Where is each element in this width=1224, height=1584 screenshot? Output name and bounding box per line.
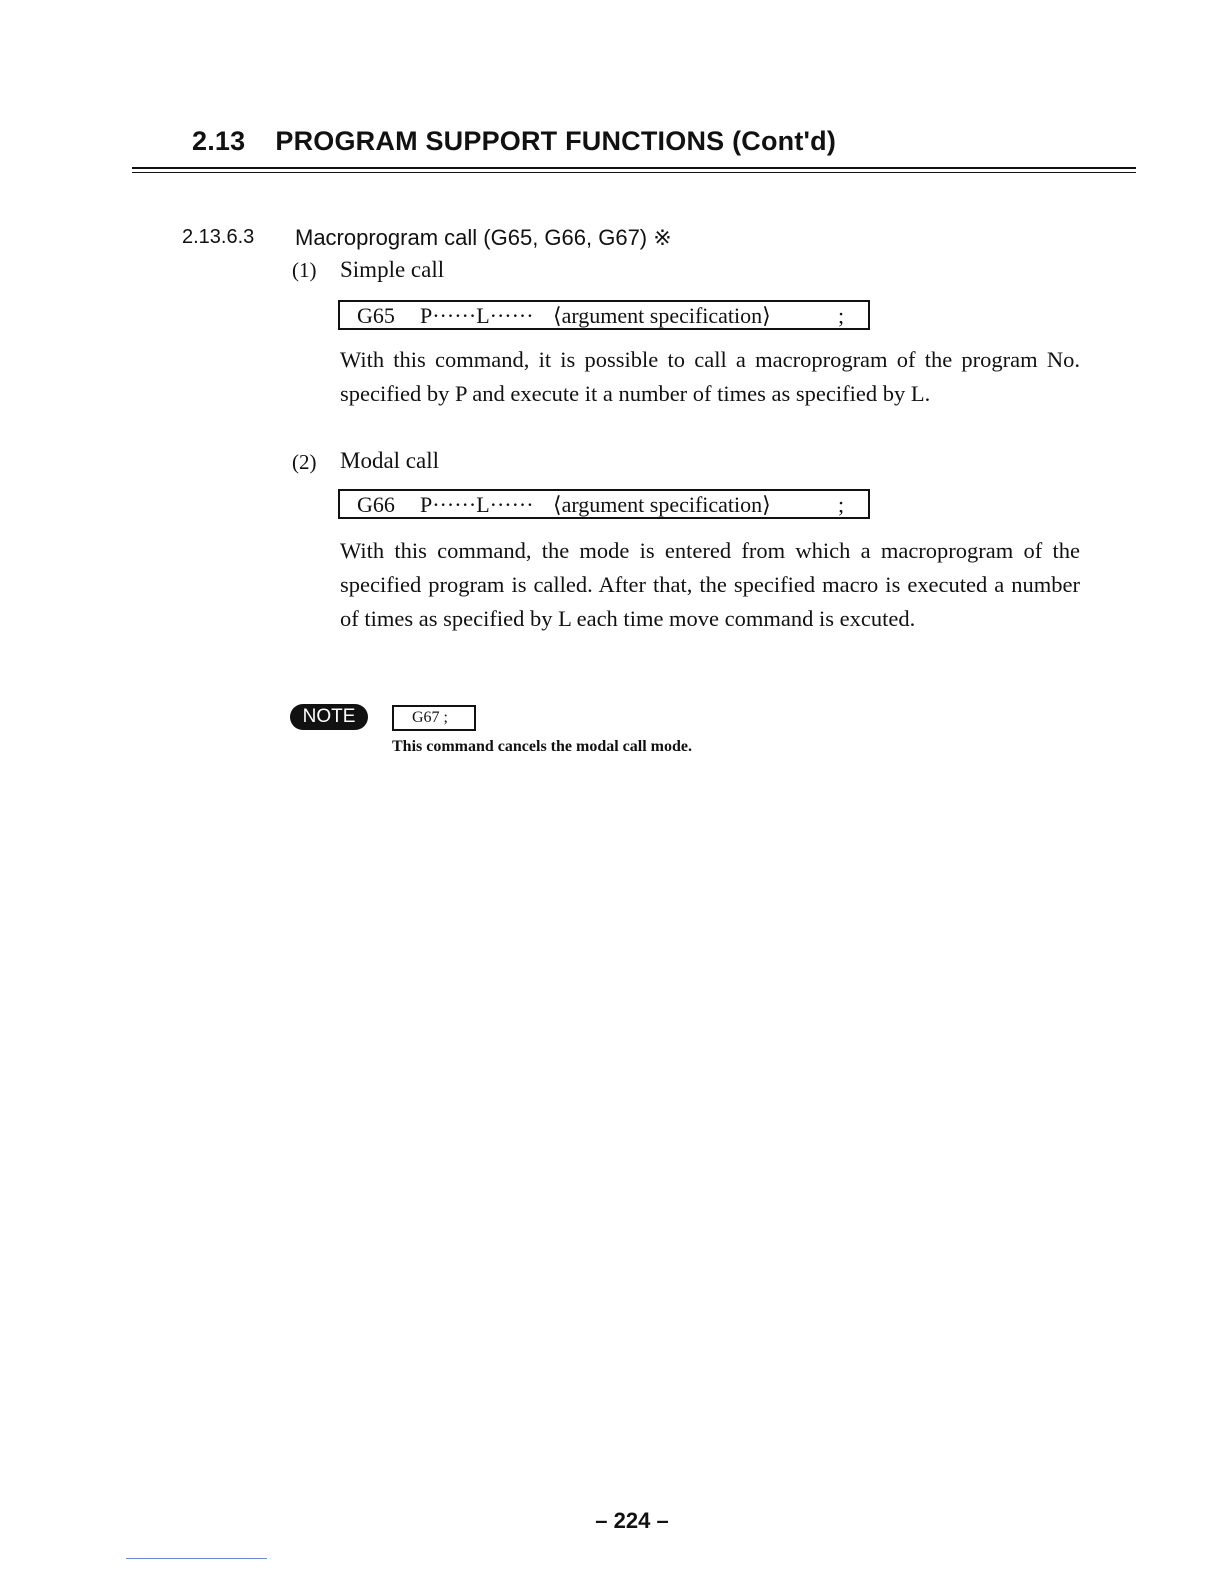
header-title: PROGRAM SUPPORT FUNCTIONS (Cont'd) (275, 126, 837, 156)
description-modal-call: With this command, the mode is entered from which a macroprogram of the specified program is called. After that, the specified macro is executed a number of times as specified by L each time move command is excuted. (340, 538, 1080, 631)
command-argument: ⟨argument specification⟩ (553, 303, 771, 328)
section-title: Macroprogram call (G65, G66, G67) ※ (295, 225, 672, 250)
description-simple-call: With this command, it is possible to call a macroprogram of the program No. specified by P and execute it a number of times as specified by L. (340, 347, 1080, 406)
item-number-simple-call: (1) (292, 258, 317, 282)
section-number: 2.13.6.3 (182, 226, 255, 248)
command-box-g65 (338, 300, 870, 330)
command-box-g66 (338, 489, 870, 519)
note-command-box: G67 ; (392, 705, 476, 731)
page-number: – 224 – (595, 1508, 669, 1533)
command-params: P······L······ (420, 303, 534, 328)
command-code: G66 (357, 492, 395, 517)
command-code: G65 (357, 303, 395, 328)
header-section-number: 2.13 (192, 126, 246, 156)
command-terminator: ; (838, 492, 845, 517)
footer-line (126, 1558, 267, 1559)
item-number-modal-call: (2) (292, 450, 317, 474)
header-rule (132, 167, 1136, 169)
header-rule-thin (132, 172, 1136, 173)
note-badge: NOTE (290, 704, 368, 730)
command-argument: ⟨argument specification⟩ (553, 492, 771, 517)
note-text: This command cancels the modal call mode. (392, 738, 692, 755)
command-terminator: ; (838, 303, 845, 328)
page-header (192, 126, 836, 157)
item-title-simple-call: Simple call (340, 257, 445, 282)
command-params: P······L······ (420, 492, 534, 517)
item-title-modal-call: Modal call (340, 448, 439, 473)
